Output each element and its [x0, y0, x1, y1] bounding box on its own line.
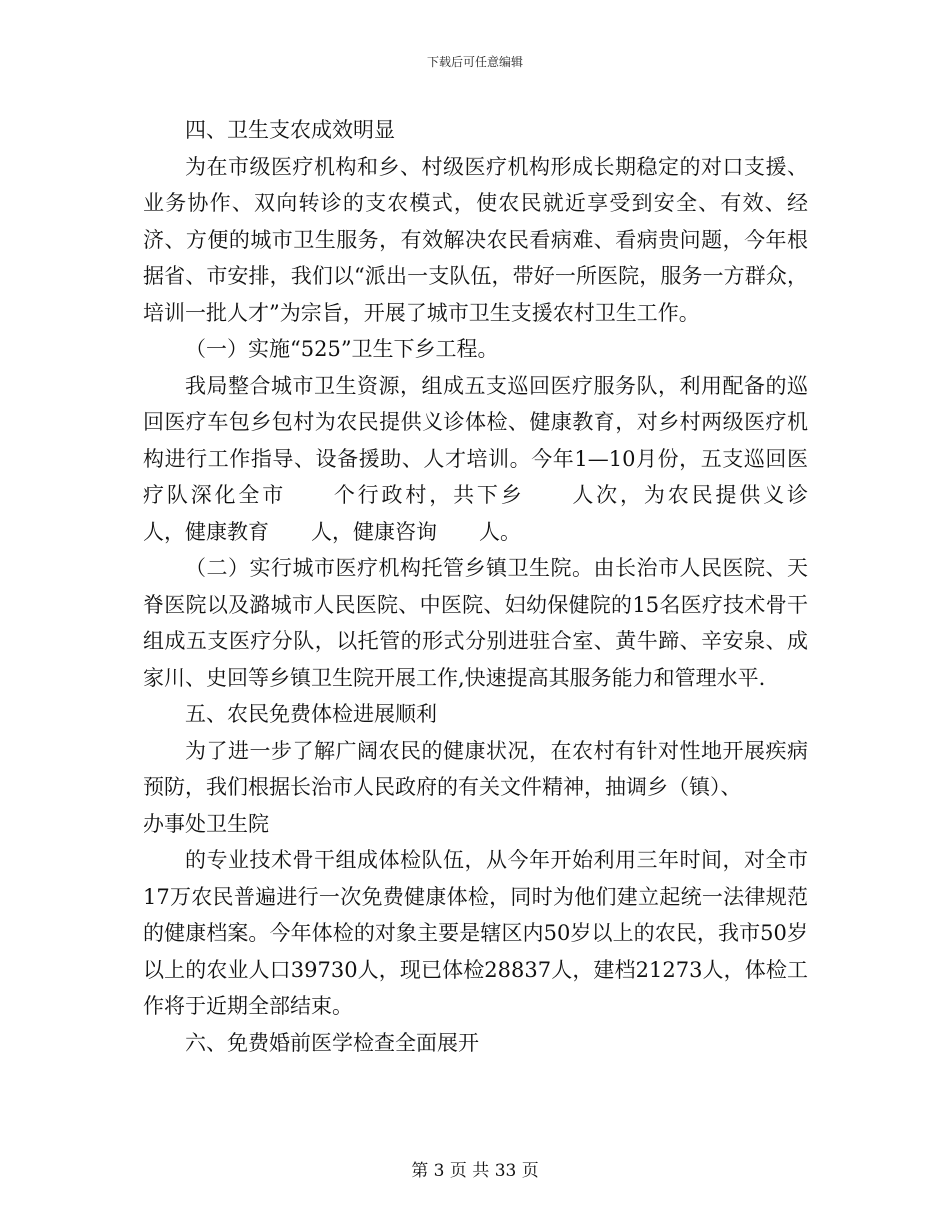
paragraph-hospital-trusteeship: （二）实行城市医疗机构托管乡镇卫生院。由长治市人民医院、天脊医院以及潞城市人民医院、中医院、妇幼保健院的15名医疗技术骨干组成五支医疗分队，以托管的形式分别进驻合室、黄牛蹄、辛安泉、成家川、史回等乡镇卫生院开展工作,快速提高其服务能力和管理水平. [143, 556, 808, 690]
subheading-525-project: （一）实施“525”卫生下乡工程。 [185, 337, 499, 361]
document-body [143, 112, 850, 1061]
section-heading-5: 五、农民免费体检进展顺利 [185, 702, 437, 726]
paragraph-health-check-line: 办事处卫生院 [143, 811, 269, 836]
paragraph-mobile-medical-teams: 我局整合城市卫生资源，组成五支巡回医疗服务队，利用配备的巡回医疗车包乡包村为农民提供义诊体检、健康教育，对乡村两级医疗机构进行工作指导、设备援助、人才培训。今年1—10月份，五支巡回医疗队深化全市 个行政村，共下乡 人次，为农民提供义诊 人，健康教育 人，健康咨询 人。 [143, 373, 850, 544]
section-heading-6: 六、免费婚前医学检查全面展开 [185, 1030, 479, 1055]
paragraph-support-model: 为在市级医疗机构和乡、村级医疗机构形成长期稳定的对口支援、业务协作、双向转诊的支农模式，使农民就近享受到安全、有效、经济、方便的城市卫生服务，有效解决农民看病难、看病贵问题，今年根据省、市安排，我们以“派出一支队伍，带好一所医院，服务一方群众，培训一批人才”为宗旨，开展了城市卫生支援农村卫生工作。 [143, 154, 808, 325]
page-header: 下载后可任意编辑 [426, 55, 523, 69]
section-heading-4: 四、卫生支农成效明显 [185, 118, 395, 142]
paragraph-health-check-details: 的专业技术骨干组成体检队伍，从今年开始利用三年时间，对全市17万农民普遍进行一次免费健康体检，同时为他们建立起统一法律规范的健康档案。今年体检的对象主要是辖区内50岁以上的农民，我市50岁以上的农业人口39730人，现已体检28837人，建档21273人，体检工作将于近期全部结束。 [143, 848, 808, 1018]
paragraph-health-check-intro: 为了进一步了解广阔农民的健康状况，在农村有针对性地开展疾病预防，我们根据长治市人民政府的有关文件精神，抽调乡（镇）、 [143, 738, 808, 799]
page-number-footer: 第 3 页 共 33 页 [411, 1161, 539, 1181]
